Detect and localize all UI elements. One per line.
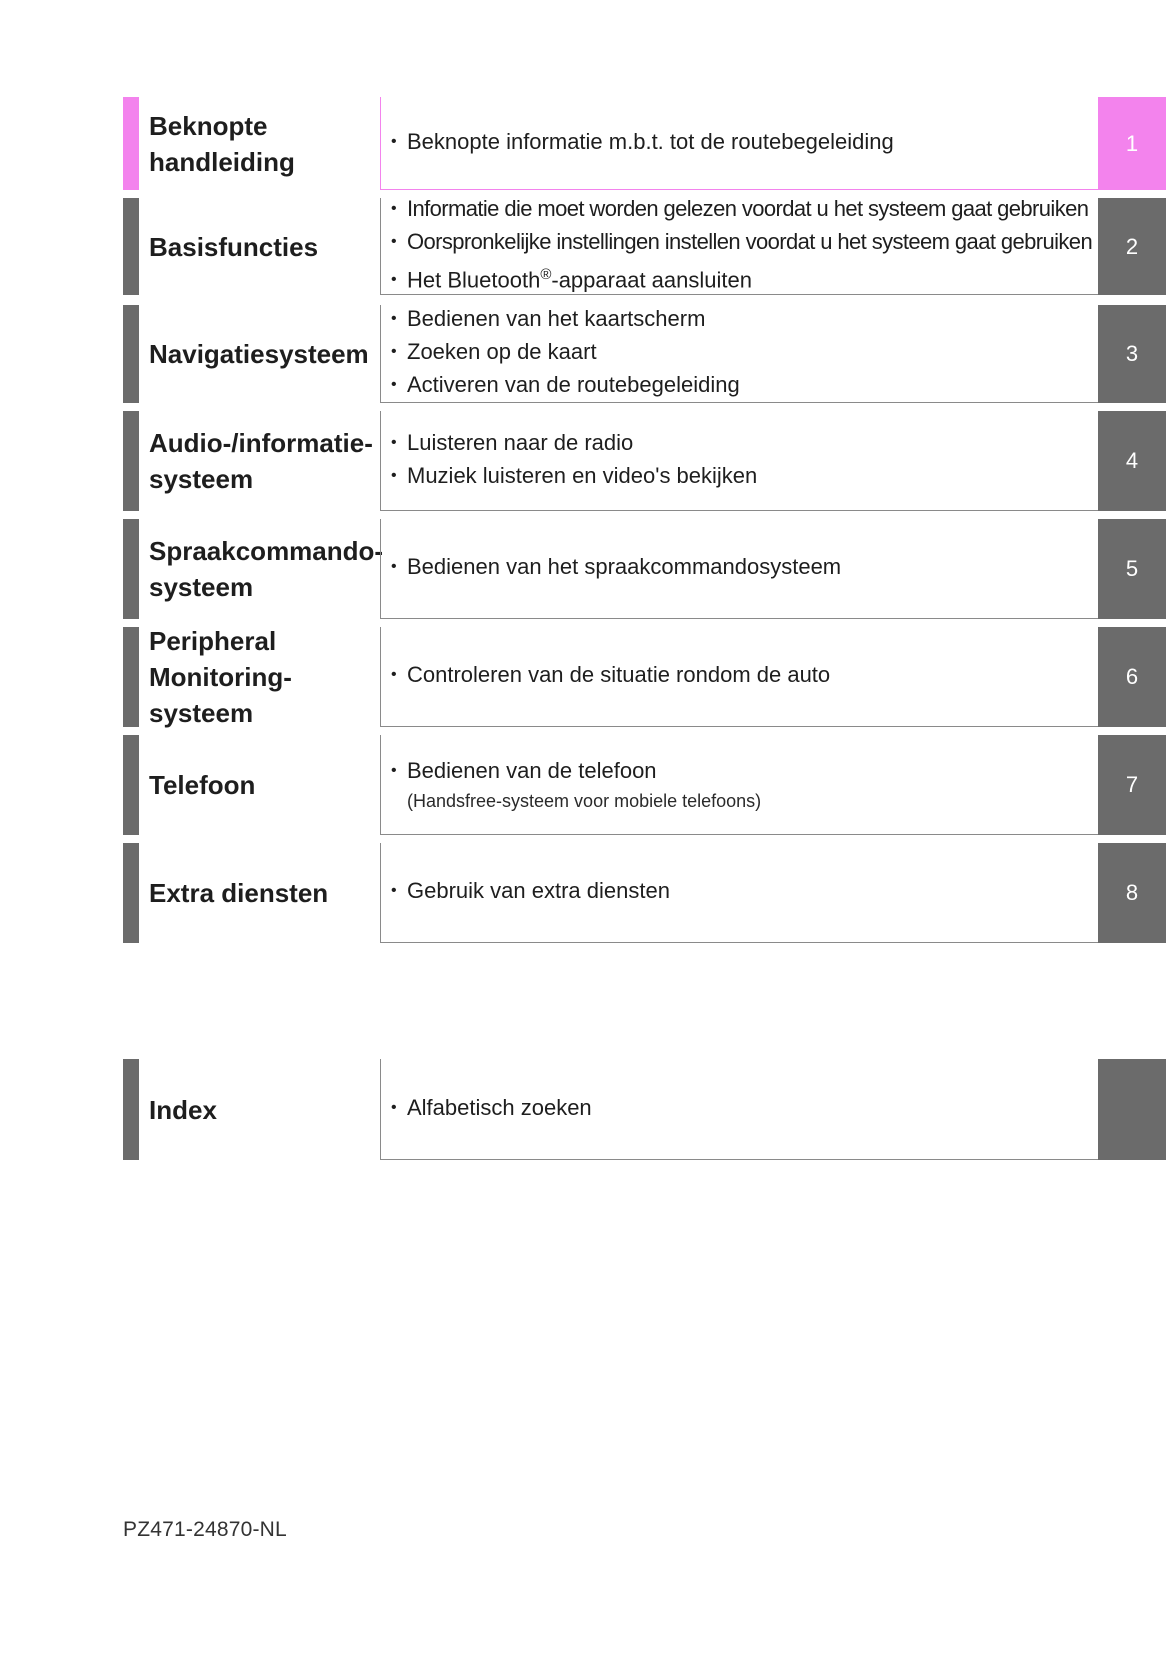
section-title <box>149 198 379 295</box>
section-row-4[interactable] <box>123 411 1166 511</box>
item-text: Activeren van de routebegeleiding <box>407 372 740 397</box>
section-number-tab[interactable] <box>1098 97 1166 190</box>
section-title-line: Peripheral <box>149 626 277 656</box>
section-strip <box>123 198 139 295</box>
registered-mark: ® <box>540 265 552 283</box>
section-row-6[interactable] <box>123 627 1166 727</box>
section-number: 2 <box>1125 233 1139 259</box>
section-strip <box>123 735 139 835</box>
section-strip <box>123 1059 139 1160</box>
list-item[interactable] <box>391 1093 1098 1126</box>
item-text-part: Het Bluetooth <box>407 267 541 293</box>
item-text: Muziek luisteren en video's bekijken <box>407 462 758 488</box>
section-strip <box>123 627 139 727</box>
list-item[interactable] <box>391 304 1098 337</box>
item-text-part: -apparaat aansluiten <box>551 267 752 293</box>
section-title <box>149 305 379 403</box>
item-text: Bedienen van het spraakcommandosysteem <box>407 554 842 579</box>
section-title-line: Audio-/informatie- <box>149 428 373 458</box>
section-number-tab[interactable] <box>1098 305 1166 403</box>
section-row-1[interactable] <box>123 97 1166 190</box>
section-number-tab[interactable] <box>1098 519 1166 619</box>
section-number-tab[interactable] <box>1098 411 1166 511</box>
item-text: Beknopte informatie m.b.t. tot de routebegeleiding <box>407 128 894 154</box>
section-title <box>149 1059 379 1160</box>
section-number-tab[interactable] <box>1098 1059 1166 1160</box>
item-text: Zoeken op de kaart <box>407 339 597 364</box>
list-item[interactable] <box>391 194 1098 227</box>
section-title <box>149 519 384 619</box>
item-text: Gebruik van extra diensten <box>407 878 670 903</box>
section-title-line: Telefoon <box>149 770 256 800</box>
section-number: 1 <box>1125 130 1139 156</box>
section-title-line: handleiding <box>149 146 295 177</box>
item-text: Alfabetisch zoeken <box>407 1094 592 1120</box>
section-title-line: Basisfuncties <box>149 231 319 262</box>
document-code: PZ471-24870-NL <box>123 1518 287 1541</box>
section-number-tab[interactable] <box>1098 627 1166 727</box>
bullet-icon: • <box>391 376 397 393</box>
bullet-icon: • <box>391 132 397 150</box>
section-title-line: Monitoring- <box>149 662 292 692</box>
section-contents <box>380 305 1098 403</box>
list-item[interactable] <box>391 461 1098 494</box>
section-title <box>149 627 379 727</box>
section-contents <box>380 519 1098 619</box>
section-number: 7 <box>1125 772 1139 797</box>
item-text: Informatie die moet worden gelezen voordat u het systeem gaat gebruiken <box>407 195 1089 221</box>
section-strip <box>123 97 139 190</box>
item-text <box>407 260 752 295</box>
section-strip <box>123 843 139 943</box>
item-subnote: (Handsfree-systeem voor mobiele telefoons) <box>407 791 762 811</box>
section-row-2[interactable] <box>123 195 1166 295</box>
list-item[interactable] <box>391 660 1098 693</box>
section-title <box>149 97 379 190</box>
item-text: Bedienen van het kaartscherm <box>407 306 706 331</box>
section-number: 3 <box>1125 341 1139 366</box>
section-contents <box>380 627 1098 727</box>
list-item[interactable] <box>391 552 1098 585</box>
list-item[interactable] <box>391 127 1098 160</box>
bullet-icon: • <box>391 232 397 250</box>
section-contents <box>380 1059 1098 1160</box>
section-number-tab[interactable] <box>1098 843 1166 943</box>
list-item[interactable] <box>391 337 1098 370</box>
bullet-icon: • <box>391 199 397 217</box>
section-title <box>149 735 379 835</box>
section-number: 4 <box>1125 448 1139 473</box>
list-item[interactable] <box>391 227 1098 260</box>
list-item[interactable] <box>391 876 1098 909</box>
item-text: Luisteren naar de radio <box>407 429 634 455</box>
section-number: 5 <box>1125 556 1139 581</box>
bullet-icon: • <box>391 882 397 899</box>
section-number: 6 <box>1125 664 1139 689</box>
section-row-8[interactable] <box>123 843 1166 943</box>
bullet-icon: • <box>391 1098 397 1116</box>
bullet-icon: • <box>391 433 397 451</box>
list-item[interactable] <box>391 428 1098 461</box>
bullet-icon: • <box>391 762 397 779</box>
section-contents <box>380 97 1098 190</box>
list-item[interactable] <box>391 370 1098 403</box>
section-title-line: Navigatiesysteem <box>149 339 369 369</box>
item-text: Oorspronkelijke instellingen instellen voordat u het systeem gaat gebruiken <box>407 228 1093 254</box>
section-contents <box>380 411 1098 511</box>
section-title <box>149 843 379 943</box>
section-title-line: systeem <box>149 572 254 602</box>
bullet-icon: • <box>391 310 397 327</box>
bullet-icon: • <box>391 466 397 484</box>
section-number: 8 <box>1125 880 1139 905</box>
section-title <box>149 411 379 511</box>
bullet-icon: • <box>391 558 397 575</box>
section-row-7[interactable] <box>123 735 1166 835</box>
section-strip <box>123 305 139 403</box>
section-title-line: Spraakcommando- <box>149 536 384 566</box>
section-contents <box>380 735 1098 835</box>
section-strip <box>123 411 139 511</box>
list-item[interactable] <box>391 756 1098 789</box>
section-title-line: Beknopte <box>149 110 268 141</box>
section-number-tab[interactable] <box>1098 198 1166 295</box>
section-contents <box>380 843 1098 943</box>
section-row-index[interactable] <box>123 1059 1166 1160</box>
section-title-line: systeem <box>149 464 254 494</box>
list-item[interactable] <box>391 260 1098 298</box>
item-text: Controleren van de situatie rondom de auto <box>407 662 831 687</box>
section-row-3[interactable] <box>123 305 1166 403</box>
section-number-tab[interactable] <box>1098 735 1166 835</box>
item-text: Bedienen van de telefoon <box>407 758 657 783</box>
section-strip <box>123 519 139 619</box>
section-contents <box>380 195 1098 295</box>
bullet-icon: • <box>391 666 397 683</box>
section-title-line: systeem <box>149 698 254 728</box>
section-title-line: Extra diensten <box>149 878 329 908</box>
section-row-5[interactable] <box>123 519 1166 619</box>
bullet-icon: • <box>391 271 397 289</box>
bullet-icon: • <box>391 343 397 360</box>
section-title-line: Index <box>149 1094 217 1125</box>
